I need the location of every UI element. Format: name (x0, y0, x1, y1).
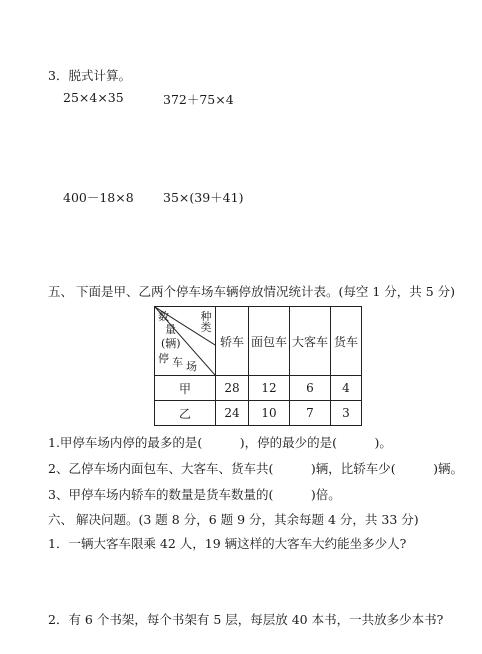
question-3-title: 3．脱式计算。 (48, 68, 131, 83)
section-5-question-3: 3、甲停车场内轿车的数量是货车数量的( )倍。 (48, 487, 341, 502)
table-cell: 10 (249, 401, 290, 426)
corner-count-b: 量 (165, 323, 176, 336)
table-cell: 6 (290, 376, 331, 401)
table-header-row (155, 307, 362, 376)
row-label-jia: 甲 (155, 376, 216, 401)
section-5-heading (48, 282, 455, 300)
section-5-question-1: 1.甲停车场内停的最多的是( )，停的最少的是( )。 (48, 435, 392, 450)
table-corner-cell (155, 307, 216, 376)
expression-3: 400－18×8 (63, 190, 134, 205)
section-5-title: 下面是甲、乙两个停车场车辆停放情况统计表。(每空 1 分，共 5 分) (76, 284, 456, 299)
expression-1: 25×4×35 (63, 90, 124, 105)
table-row (155, 376, 362, 401)
section-6-title: 解决问题。(3 题 8 分，6 题 9 分，其余每题 4 分，共 33 分) (76, 512, 419, 527)
section-5-question-2: 2、乙停车场内面包车、大客车、货车共( )辆，比轿车少( )辆。 (48, 461, 463, 476)
section-6-heading (48, 510, 419, 528)
expression-2: 372＋75×4 (163, 92, 234, 107)
table-cell: 4 (331, 376, 362, 401)
parking-stats-table (154, 306, 362, 426)
column-header-truck: 货车 (331, 307, 362, 376)
expression-4: 35×(39＋41) (163, 190, 244, 205)
corner-lot-b: 车 (172, 356, 183, 369)
column-header-bus: 大客车 (290, 307, 331, 376)
expression-row-2 (63, 188, 244, 206)
table-cell: 28 (216, 376, 249, 401)
table-cell: 12 (249, 376, 290, 401)
column-header-van: 面包车 (249, 307, 290, 376)
corner-unit: (辆) (161, 337, 181, 350)
expression-row-1 (63, 90, 234, 107)
row-label-yi: 乙 (155, 401, 216, 426)
corner-kind: 种类 (200, 310, 212, 334)
column-header-car: 轿车 (216, 307, 249, 376)
table-cell: 3 (331, 401, 362, 426)
corner-lot-a: 停 (158, 352, 169, 365)
section-6-number: 六、 (48, 512, 74, 527)
table-cell: 24 (216, 401, 249, 426)
corner-lot-c: 场 (186, 360, 197, 373)
table-cell: 7 (290, 401, 331, 426)
table-row (155, 401, 362, 426)
corner-count-a: 数 (158, 310, 169, 323)
problem-2: 2．有 6 个书架，每个书架有 5 层，每层放 40 本书，一共放多少本书? (48, 612, 444, 627)
problem-1: 1．一辆大客车限乘 42 人，19 辆这样的大客车大约能坐多少人? (48, 536, 407, 551)
section-5-number: 五、 (48, 284, 74, 299)
